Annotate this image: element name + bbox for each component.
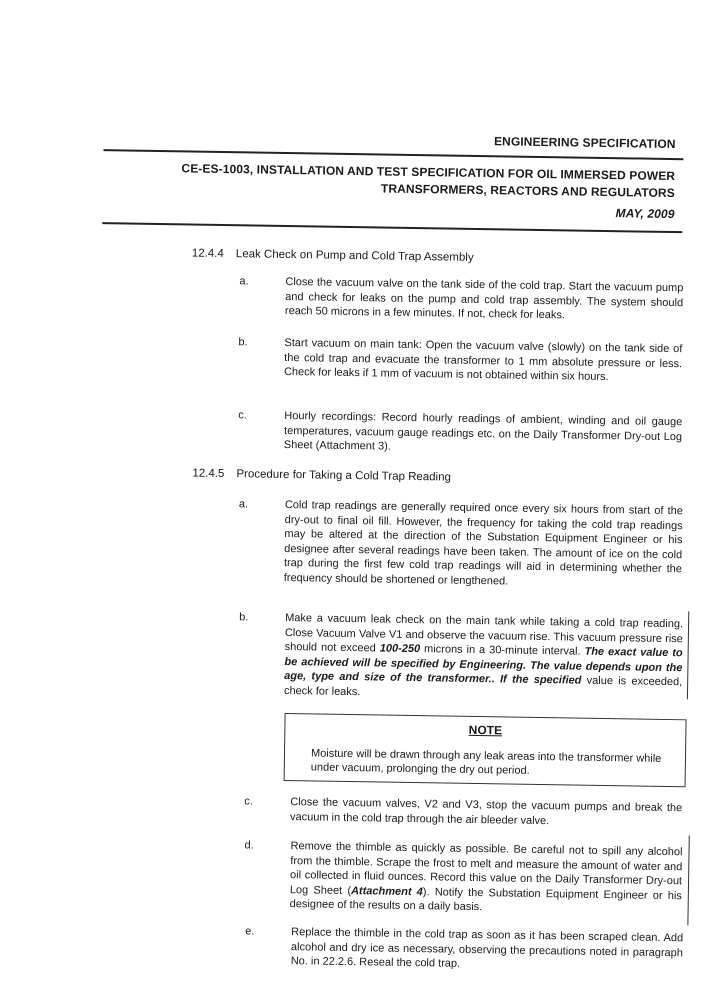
- item-text: [284, 611, 683, 704]
- item-text-part: value is exceeded, check for leaks.: [283, 674, 683, 698]
- section-number: 12.4.5: [192, 467, 225, 481]
- note-body: Moisture will be drawn through any leak areas into the transformer while under vacuum, prolonging the dry out period.: [310, 747, 662, 777]
- section-title: Procedure for Taking a Cold Trap Reading: [236, 468, 452, 484]
- item-letter: b.: [239, 611, 249, 624]
- item-text-part: ). Notify the Substation Equipment Engineer or his designee of the results on a daily basis.: [289, 885, 682, 914]
- item-letter: b.: [238, 336, 248, 349]
- item-text-part: Remove the thimble as quickly as possible. Be careful not to spill any alcohol from the thimble. Scrape the frost to melt and measure the amount of water and oil collected in fluid ounces. Record this value on the Daily Transformer Dry-out Log Sheet (: [289, 840, 683, 897]
- list-item: [244, 839, 683, 918]
- item-text-emphasis: The exact value to be achieved will be specified by Engineering. The value depends upon the age, type and size of the transformer.. If the specified: [284, 645, 683, 687]
- note-title: NOTE: [468, 722, 503, 738]
- item-text: Start vacuum on main tank: Open the vacuum valve (slowly) on the tank side of the cold trap and evacuate the transformer to 1 mm absolute pressure or less. Check for leaks if 1 mm of vacuum is not obtained within six hours.: [283, 336, 683, 384]
- item-letter: c.: [244, 795, 253, 808]
- item-letter: a.: [238, 498, 249, 511]
- item-letter: a.: [239, 275, 249, 288]
- document-date: MAY, 2009: [615, 206, 675, 222]
- header-bottom-rule: [102, 222, 682, 233]
- list-item: [239, 275, 684, 325]
- spec-label: ENGINEERING SPECIFICATION: [493, 134, 676, 152]
- item-text-part: Make a vacuum leak check on the main tank while taking a cold trap reading. Close Vacuum Valve V1 and observe the vacuum rise. This vacuum pressure rise should not exceed: [284, 611, 684, 655]
- list-item: [238, 409, 683, 459]
- item-text-emphasis: Attachment 4: [350, 884, 423, 898]
- item-letter: e.: [245, 925, 255, 938]
- list-item: [245, 925, 684, 975]
- revision-bar: [687, 611, 689, 699]
- list-item: [239, 611, 684, 704]
- section-title: Leak Check on Pump and Cold Trap Assembly: [235, 248, 474, 264]
- section-heading: [192, 468, 451, 484]
- section-heading: [192, 247, 474, 263]
- item-text: Close the vacuum valve on the tank side of the cold trap. Start the vacuum pump and check for leaks on the pump and cold trap assembly. The system should reach 50 microns in a few minutes. If not, check for leaks.: [284, 275, 684, 322]
- item-letter: d.: [244, 839, 254, 852]
- item-text: Cold trap readings are generally required once every six hours from start of the dry-out to final oil fill. However, the frequency for taking the cold trap readings may be altered at the direction of the Substation Equipment Engineer or his designee after several readings have been taken. The amount of ice on the cold trap during the first few cold trap readings will aid in determining whether the frequency should be shortened or lengthened.: [283, 498, 683, 587]
- list-item: [238, 336, 683, 386]
- item-text: [290, 839, 683, 918]
- item-letter: c.: [238, 409, 247, 422]
- item-text-part: microns in a 30-minute interval.: [420, 643, 585, 658]
- list-item: [244, 795, 683, 830]
- item-text: Close the vacuum valves, V2 and V3, stop the vacuum pumps and break the vacuum in the cold trap through the air bleeder valve.: [289, 796, 683, 827]
- item-text: Hourly recordings: Record hourly readings of ambient, winding and oil gauge temperatures, vacuum gauge readings etc. on the Daily Transformer Dry-out Log Sheet (Attachment 3).: [283, 409, 683, 453]
- item-text: Replace the thimble in the cold trap as soon as it has been scraped clean. Add alcohol and dry ice as necessary, observing the precautions noted in paragraph No. in 22.2.6. Reseal the cold trap.: [290, 926, 684, 970]
- note-box: [284, 713, 687, 787]
- header-top-rule: [103, 149, 683, 160]
- revision-bar: [687, 835, 689, 925]
- item-text-emphasis: 100-250: [379, 642, 421, 656]
- list-item: [238, 498, 683, 591]
- document-title: CE-ES-1003, INSTALLATION AND TEST SPECIFICATION FOR OIL IMMERSED POWER TRANSFORMERS, REACTORS AND REGULATORS: [181, 161, 676, 201]
- section-number: 12.4.4: [191, 247, 224, 260]
